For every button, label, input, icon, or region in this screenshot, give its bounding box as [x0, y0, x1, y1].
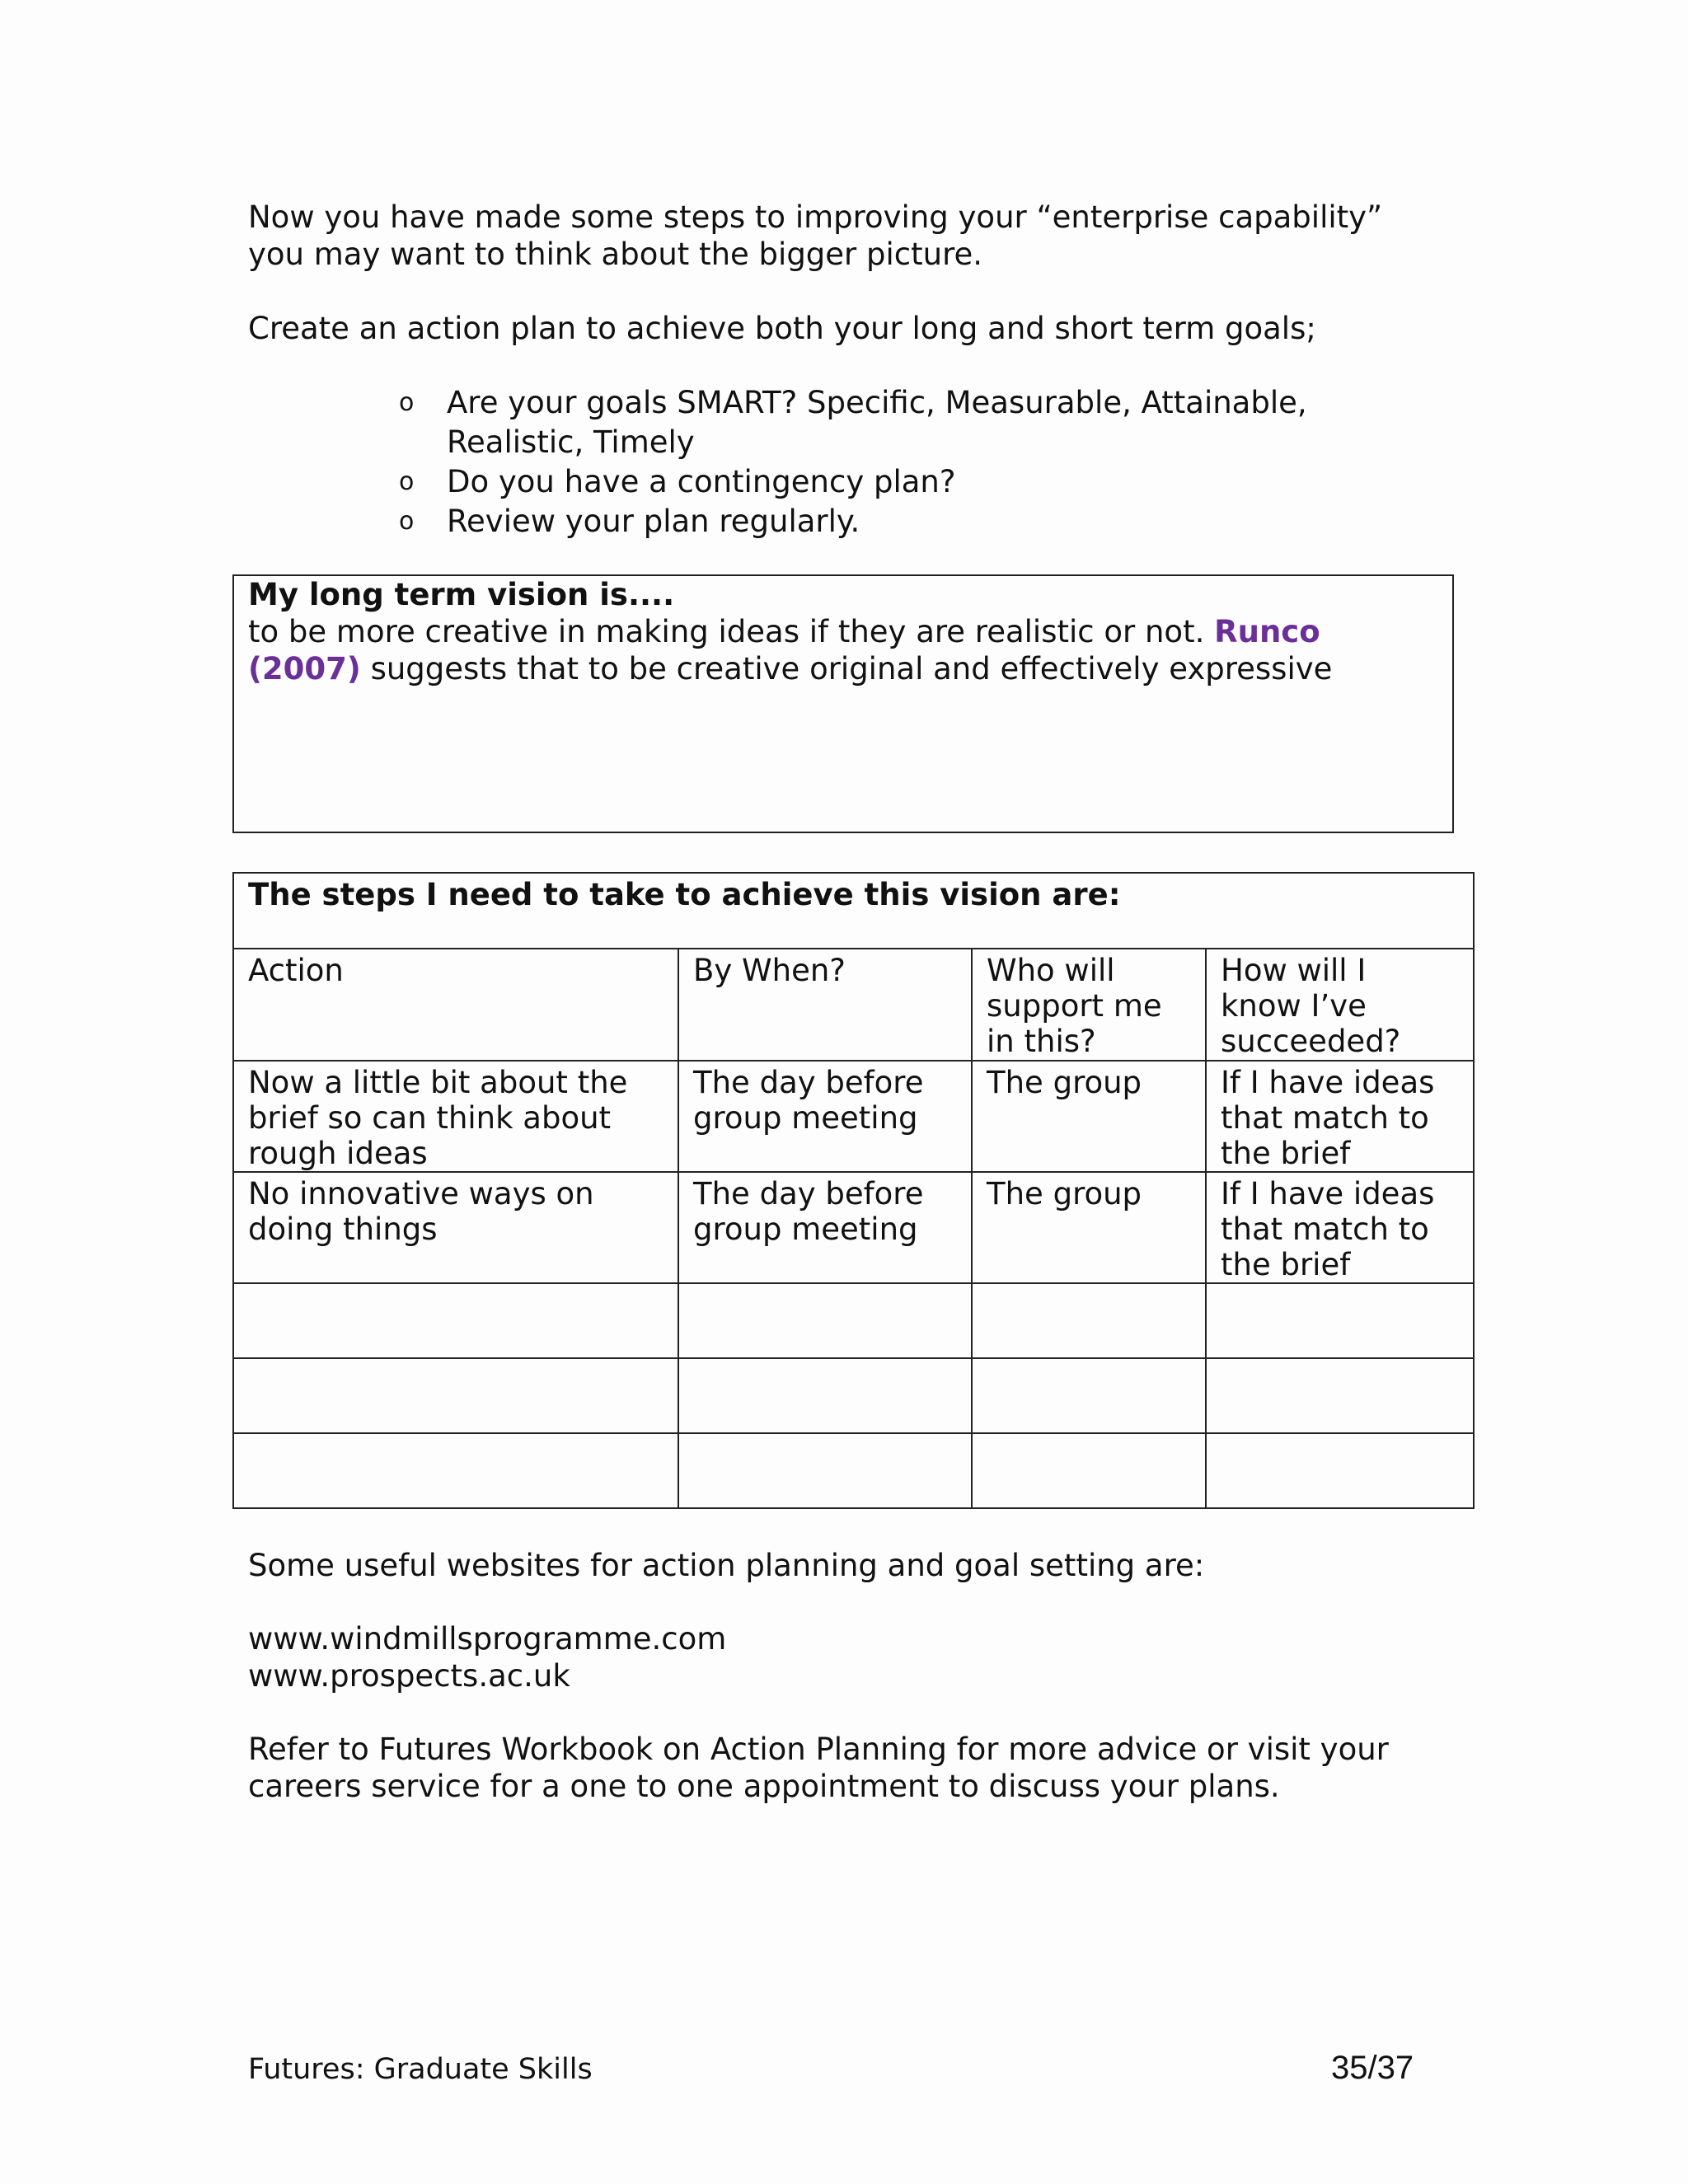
- refer-line-2: careers service for a one to one appointment to discuss your plans.: [248, 1769, 1280, 1804]
- bullet-text: Are your goals SMART? Specific, Measurable, Attainable,: [447, 385, 1307, 420]
- vision-text-before: to be more creative in making ideas if they are realistic or not.: [248, 614, 1205, 649]
- website-link[interactable]: www.prospects.ac.uk: [248, 1658, 570, 1694]
- table-row: [233, 1172, 1474, 1283]
- table-header-row: [233, 949, 1474, 1061]
- cell-line: The day before: [693, 1176, 924, 1212]
- cell-line: the brief: [1221, 1136, 1351, 1171]
- cell-line: the brief: [1221, 1247, 1351, 1282]
- cell-line: doing things: [248, 1212, 438, 1247]
- empty-cell: [233, 1283, 678, 1358]
- empty-cell: [1206, 1433, 1474, 1508]
- empty-table-row: [233, 1283, 1474, 1358]
- cell-line: The day before: [693, 1065, 924, 1100]
- empty-cell: [1206, 1283, 1474, 1358]
- action-cell: [233, 1061, 678, 1172]
- vision-text-after: suggests that to be creative original and effectively expressive: [370, 651, 1333, 687]
- list-item: [396, 383, 1385, 462]
- cell-line: Who will: [987, 953, 1115, 988]
- header-cell: [1206, 949, 1474, 1061]
- citation-year: (2007): [248, 651, 361, 687]
- empty-cell: [678, 1358, 972, 1433]
- intro-line-1: Now you have made some steps to improving your “enterprise capability”: [248, 199, 1383, 235]
- header-cell: [972, 949, 1206, 1061]
- cell-line: that match to: [1221, 1212, 1429, 1247]
- create-plan-paragraph: Create an action plan to achieve both your long and short term goals;: [248, 311, 1316, 346]
- empty-cell: [972, 1358, 1206, 1433]
- cell-line: succeeded?: [1221, 1024, 1401, 1059]
- success-cell: [1206, 1172, 1474, 1283]
- cell-line: No innovative ways on: [248, 1176, 594, 1212]
- cell-line: group meeting: [693, 1212, 918, 1247]
- support-cell: [972, 1061, 1206, 1172]
- cell-line: know I’ve: [1221, 988, 1367, 1024]
- bullet-text: Review your plan regularly.: [447, 504, 860, 539]
- cell-line: brief so can think about: [248, 1100, 612, 1136]
- empty-cell: [972, 1433, 1206, 1508]
- header-cell: [678, 949, 972, 1061]
- cell-line: group meeting: [693, 1100, 918, 1136]
- cell-line: that match to: [1221, 1100, 1429, 1136]
- cell-line: Action: [248, 953, 344, 988]
- header-cell: [233, 949, 678, 1061]
- bullet-icon: o: [399, 467, 415, 496]
- steps-table-title: The steps I need to take to achieve this vision are:: [233, 873, 1474, 949]
- bullet-icon: o: [399, 388, 415, 417]
- success-cell: [1206, 1061, 1474, 1172]
- cell-line: If I have ideas: [1221, 1065, 1435, 1100]
- cell-line: By When?: [693, 953, 846, 988]
- refer-line-1: Refer to Futures Workbook on Action Planning for more advice or visit your: [248, 1732, 1389, 1767]
- cell-line: The group: [987, 1176, 1142, 1212]
- empty-table-row: [233, 1358, 1474, 1433]
- empty-cell: [678, 1433, 972, 1508]
- cell-line: Now a little bit about the: [248, 1065, 628, 1100]
- empty-table-row: [233, 1433, 1474, 1508]
- steps-table: [232, 872, 1475, 1509]
- empty-cell: [233, 1433, 678, 1508]
- footer-title: Futures: Graduate Skills: [248, 2053, 593, 2086]
- empty-cell: [678, 1283, 972, 1358]
- bullet-icon: o: [399, 507, 415, 536]
- action-cell: [233, 1172, 678, 1283]
- vision-box: [232, 574, 1454, 833]
- cell-line: If I have ideas: [1221, 1176, 1435, 1212]
- smart-bullet-list: [396, 383, 1385, 541]
- table-title-row: [233, 873, 1474, 949]
- empty-cell: [233, 1358, 678, 1433]
- list-item: [396, 462, 1385, 502]
- website-link[interactable]: www.windmillsprogramme.com: [248, 1621, 727, 1657]
- citation-author: Runco: [1214, 614, 1320, 649]
- refer-paragraph: [248, 1731, 1484, 1805]
- empty-cell: [1206, 1358, 1474, 1433]
- intro-line-2: you may want to think about the bigger picture.: [248, 237, 983, 272]
- cell-line: rough ideas: [248, 1136, 428, 1171]
- cell-line: How will I: [1221, 953, 1367, 988]
- vision-title: My long term vision is....: [248, 577, 675, 612]
- bullet-text-continued: Realistic, Timely: [447, 424, 695, 460]
- websites-intro: Some useful websites for action planning and goal setting are:: [248, 1548, 1205, 1583]
- website-links: [248, 1620, 726, 1694]
- list-item: [396, 502, 1385, 541]
- vision-text: [248, 613, 1438, 687]
- page-number: 35/37: [1331, 2050, 1414, 2086]
- bullet-text: Do you have a contingency plan?: [447, 464, 956, 499]
- by-when-cell: [678, 1061, 972, 1172]
- intro-paragraph: [248, 199, 1484, 273]
- cell-line: in this?: [987, 1024, 1096, 1059]
- cell-line: The group: [987, 1065, 1142, 1100]
- support-cell: [972, 1172, 1206, 1283]
- empty-cell: [972, 1283, 1206, 1358]
- cell-line: support me: [987, 988, 1162, 1024]
- by-when-cell: [678, 1172, 972, 1283]
- table-row: [233, 1061, 1474, 1172]
